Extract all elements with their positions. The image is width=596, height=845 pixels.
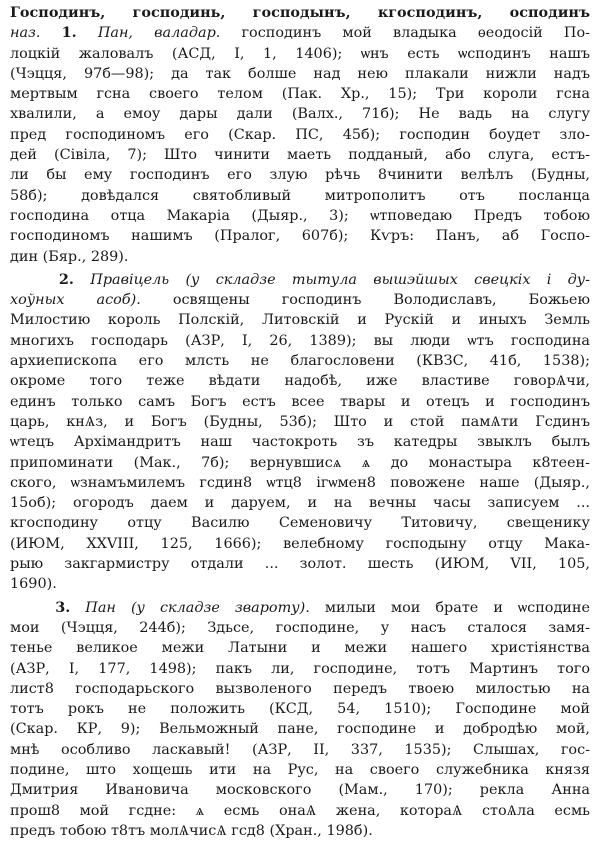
headword-line	[10, 3, 590, 23]
sense-1-number: 1.	[61, 24, 77, 42]
sense-2-line: Милостию король Полскій, Литовскій и Рускій и иныхъ Земль	[10, 312, 590, 329]
dictionary-page	[10, 3, 590, 841]
sense-2-line: ского, ѡзнамъмилемъ гсдин8 ѡтц8 ігѡмен8 повожене наше (Дыяр.,	[10, 474, 590, 491]
sense-2-definition: Правіцель (у складзе тытула вышэйшых свецкіх і ду-	[90, 271, 590, 288]
sense-2-line: 15об); огородъ даем и даруем, и на вечны часы записуем ...	[10, 495, 590, 512]
sense-2-line: царь, кнѦз, и Богъ (Будны, 53б); Што и стой памѦти Гсдинъ	[10, 413, 590, 430]
entry-paragraph-2	[10, 270, 590, 595]
sense-2-second-line	[10, 290, 590, 310]
sense-1-line: 58б); довѣдался святобливый митрополитъ отъ посланца	[10, 187, 590, 204]
entry-paragraph-1	[10, 3, 590, 267]
sense-2-line: кгосподину отцу Василю Семеновичу Титовичу, свещенику	[10, 515, 590, 532]
sense-2-line: окроме того теже вѣдати надобѣ, иже властиве говорѦчи,	[10, 373, 590, 390]
sense-3-line: тенье великое межи Латыни и межи нашего христіянства	[10, 640, 590, 657]
sense-2-line: единъ только самъ Богъ естъ всее твары и отецъ и господинъ	[10, 393, 590, 410]
sense-3-line: Дмитрия Ивановича московского (Мам., 170); рекла Анна	[10, 782, 590, 799]
sense-1-line: (Чэцця, 97б—98); да так болше над нею плакали нижли надъ	[10, 65, 590, 82]
sense-1-quote-start: господинъ мой владыка ѳеодосій По-	[241, 25, 590, 42]
sense-3-line: предъ тобою т8тъ молѦчисѦ гсд8 (Хран., 198б).	[10, 822, 373, 839]
sense-3-line: прош8 мой гсдне: ѧ есмь онаѦ жена, котораѦ стоѦла есмь	[10, 802, 590, 819]
sense-2-line: припоминати (Мак., 7б); вернувшисѧ ѧ до монастыра к8теен-	[10, 454, 590, 471]
sense-3-quote-start: милыи мои брате и ѡсподине	[324, 599, 590, 616]
sense-2-line: рыю закгармистру отдали ... золот. шесть (ИЮМ, VII, 105,	[10, 556, 590, 573]
sense-3-number: 3.	[55, 598, 71, 616]
sense-1-line: господина отца Макаріа (Дыяр., 3); ѡтповедаю Предъ тобою	[10, 207, 590, 224]
sense-2-quote-start: освящены господинъ Володиславъ, Божьею	[172, 292, 590, 309]
sense-1-definition: Пан, валадар.	[97, 25, 221, 42]
sense-1-line: мертвым гсна своего телом (Пак. Хр., 15); Три короли гсна	[10, 86, 590, 103]
sense-3-line: подине, што хощешь ити на Рус, на своего служебника князя	[10, 761, 590, 778]
entry-paragraph-3	[10, 598, 590, 842]
sense-2-line: (ИЮМ, XXVIII, 125, 1666); велебному господыну отцу Мака-	[10, 535, 590, 552]
sense-2-first-line	[10, 270, 590, 290]
sense-1-line: ли бы ему господинъ его злую рѣчь 8чинити велѣлъ (Будны,	[10, 167, 590, 184]
sense-3-line: мои (Чэцця, 244б); Здьсе, господине, у насъ сталося замя-	[10, 619, 590, 636]
sense-2-line: многихъ господарь (АЗР, I, 26, 1389); вы люди ѡтъ господина	[10, 332, 590, 349]
sense-1-first-line	[10, 23, 590, 43]
sense-2-number: 2.	[58, 270, 74, 288]
sense-3-line: лист8 господарьского вызволеного передъ твоею милостью на	[10, 680, 590, 697]
sense-3-line: мнѣ особливо ласкавый! (АЗР, II, 337, 1535); Слышах, гос-	[10, 741, 590, 758]
sense-2-line: ѡтецъ Архімандритъ наш частокроть зъ катедры звыклъ былъ	[10, 434, 590, 451]
sense-1-line: хвалили, а емоу дары дали (Валх., 71б); Не вадь на слугу	[10, 106, 590, 123]
sense-3-line: (Скар. КР, 9); Вельможный пане, господине и добродѣю мой,	[10, 721, 590, 738]
part-of-speech: наз.	[10, 25, 41, 42]
headword: Господинъ, господинь, господынъ, кгосподинъ, осподинъ	[10, 4, 590, 21]
sense-2-definition-cont: хоўных асоб).	[10, 292, 141, 309]
sense-2-line: 1690).	[10, 576, 57, 593]
sense-1-line: дей (Сівіла, 7); Што чинити маеть подданый, або слуга, естъ-	[10, 147, 590, 164]
sense-1-line: господиномъ нашимъ (Пралог, 607б); Кѵръ: Панъ, аб Госпо-	[10, 228, 590, 245]
sense-1-line: лоцкій жаловалъ (АСД, I, 1, 1406); ѡнъ есть ѡсподинъ нашъ	[10, 45, 590, 62]
sense-1-line: пред господиномъ его (Скар. ПС, 45б); господин боудет зло-	[10, 126, 590, 143]
sense-1-line: дин (Бяр., 289).	[10, 248, 129, 265]
sense-3-first-line	[10, 598, 590, 618]
sense-3-definition: Пан (у складзе звароту).	[85, 599, 310, 616]
sense-3-line: (АЗР, I, 177, 1498); пакъ ли, господине, тотъ Мартинъ того	[10, 660, 590, 677]
sense-2-line: архиепископа его млсть не благословени (КВЗС, 41б, 1538);	[10, 353, 590, 370]
sense-3-line: тотъ рокъ не положить (КСД, 54, 1510); Господине мой	[10, 701, 590, 718]
